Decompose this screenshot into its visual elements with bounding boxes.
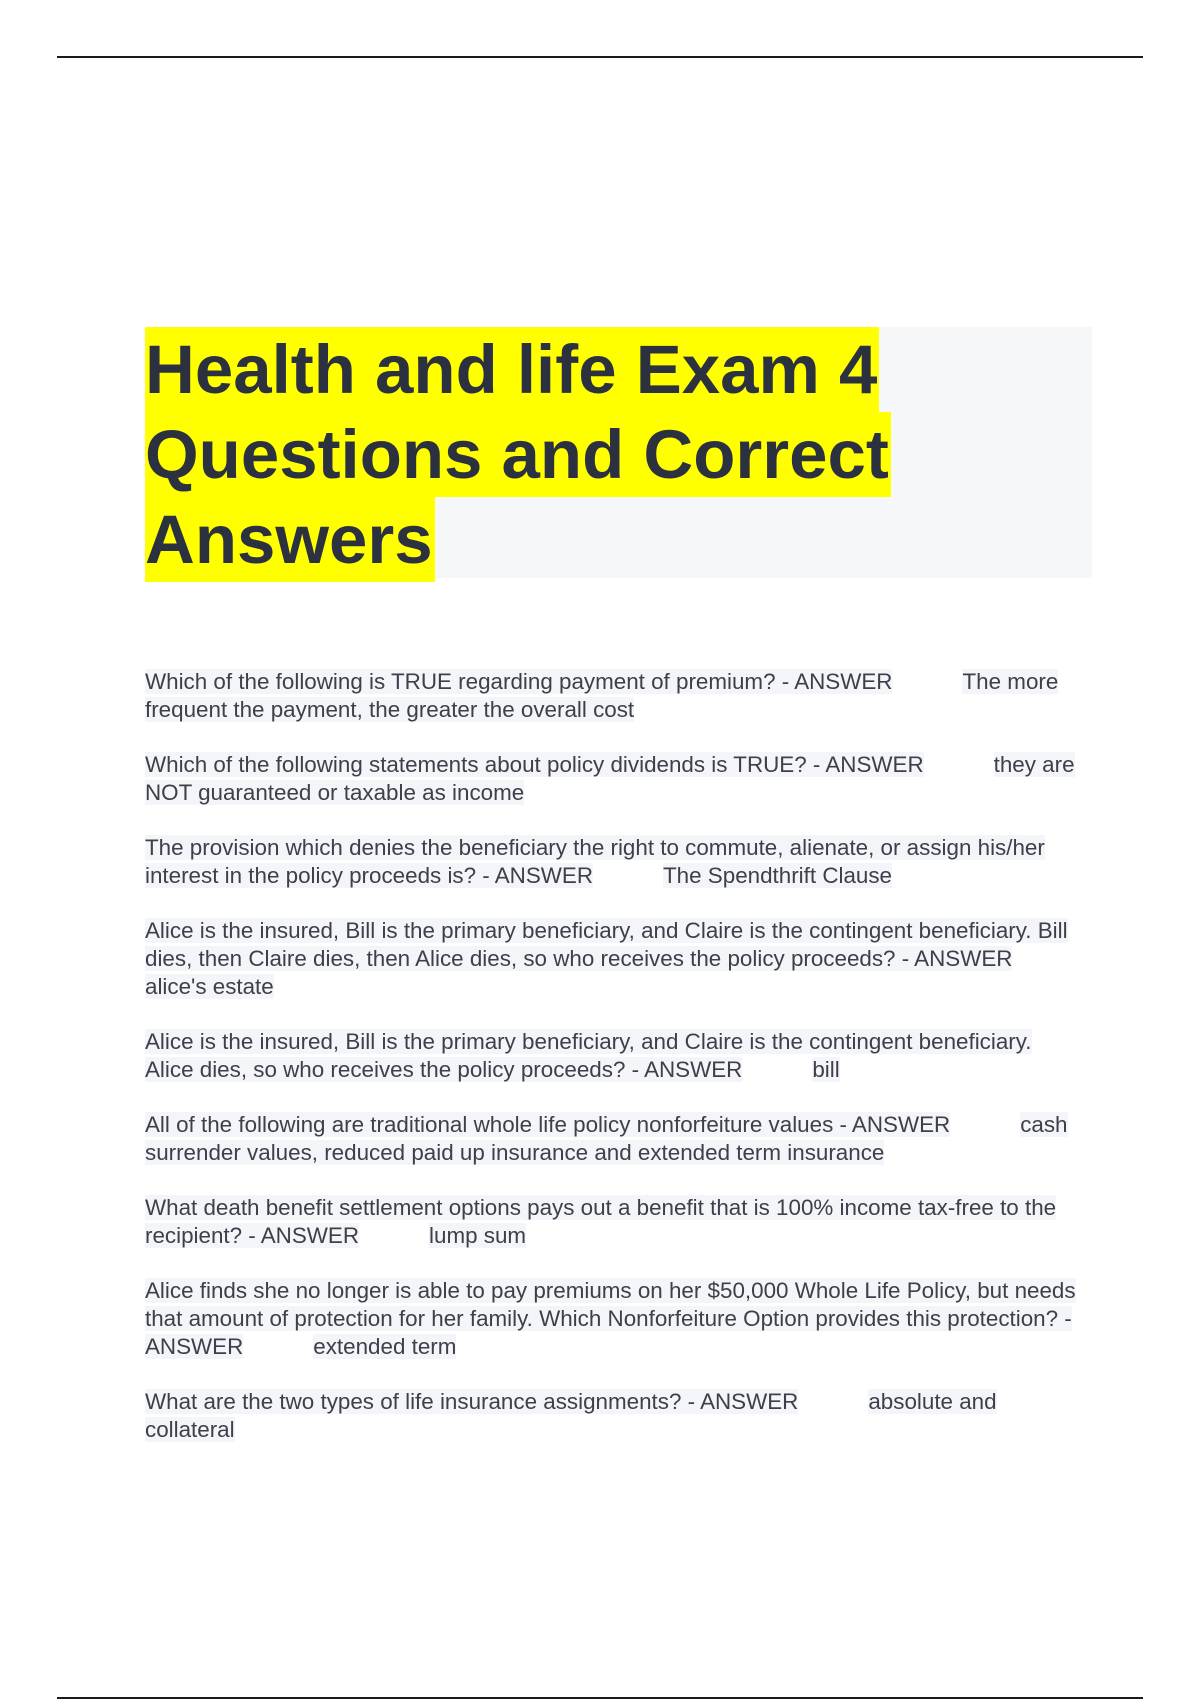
question-text: Alice is the insured, Bill is the primary beneficiary, and Claire is the contingent beneficiary. Alice dies, so who receives the policy proceeds? - ANSWER [145, 1029, 1032, 1082]
question-text: Which of the following is TRUE regarding payment of premium? - ANSWER [145, 669, 893, 694]
qa-item-7 [145, 1194, 1085, 1250]
title-line-1: Health and life Exam 4 [145, 327, 879, 412]
question-text: Alice is the insured, Bill is the primary beneficiary, and Claire is the contingent beneficiary. Bill dies, then Claire dies, then Alice dies, so who receives the policy proceeds? - ANSWER [145, 918, 1068, 971]
answer-text: they are NOT guaranteed or taxable as income [145, 752, 1075, 805]
question-text: Alice finds she no longer is able to pay premiums on her $50,000 Whole Life Policy, but needs that amount of protection for her family. Which Nonforfeiture Option provides this protection? - ANSWER [145, 1278, 1076, 1359]
qa-item-6 [145, 1111, 1085, 1167]
answer-text: alice's estate [145, 974, 274, 999]
question-text: The provision which denies the beneficiary the right to commute, alienate, or assign his/her interest in the policy proceeds is? - ANSWER [145, 835, 1045, 888]
qa-item-8 [145, 1277, 1085, 1361]
question-text: What are the two types of life insurance assignments? - ANSWER [145, 1389, 799, 1414]
title-line-3: Answers [145, 497, 435, 582]
answer-text: absolute and collateral [145, 1389, 997, 1442]
question-text: What death benefit settlement options pays out a benefit that is 100% income tax-free to the recipient? - ANSWER [145, 1195, 1057, 1248]
qa-item-4 [145, 917, 1085, 1001]
qa-item-2 [145, 751, 1085, 807]
qa-item-1 [145, 668, 1085, 724]
answer-text: bill [812, 1057, 840, 1082]
answer-text: lump sum [429, 1223, 527, 1248]
answer-text: extended term [313, 1334, 457, 1359]
qa-item-9 [145, 1388, 1085, 1444]
answer-text: The Spendthrift Clause [663, 863, 893, 888]
bottom-rule [57, 1697, 1143, 1699]
document-title [145, 327, 1085, 582]
answer-text: cash surrender values, reduced paid up insurance and extended term insurance [145, 1112, 1068, 1165]
title-line-2: Questions and Correct [145, 412, 891, 497]
answer-text: The more frequent the payment, the greater the overall cost [145, 669, 1059, 722]
qa-item-3 [145, 834, 1085, 890]
question-text: Which of the following statements about policy dividends is TRUE? - ANSWER [145, 752, 924, 777]
qa-item-5 [145, 1028, 1085, 1084]
qa-list [145, 668, 1085, 1471]
top-rule [57, 56, 1143, 58]
question-text: All of the following are traditional whole life policy nonforfeiture values - ANSWER [145, 1112, 951, 1137]
